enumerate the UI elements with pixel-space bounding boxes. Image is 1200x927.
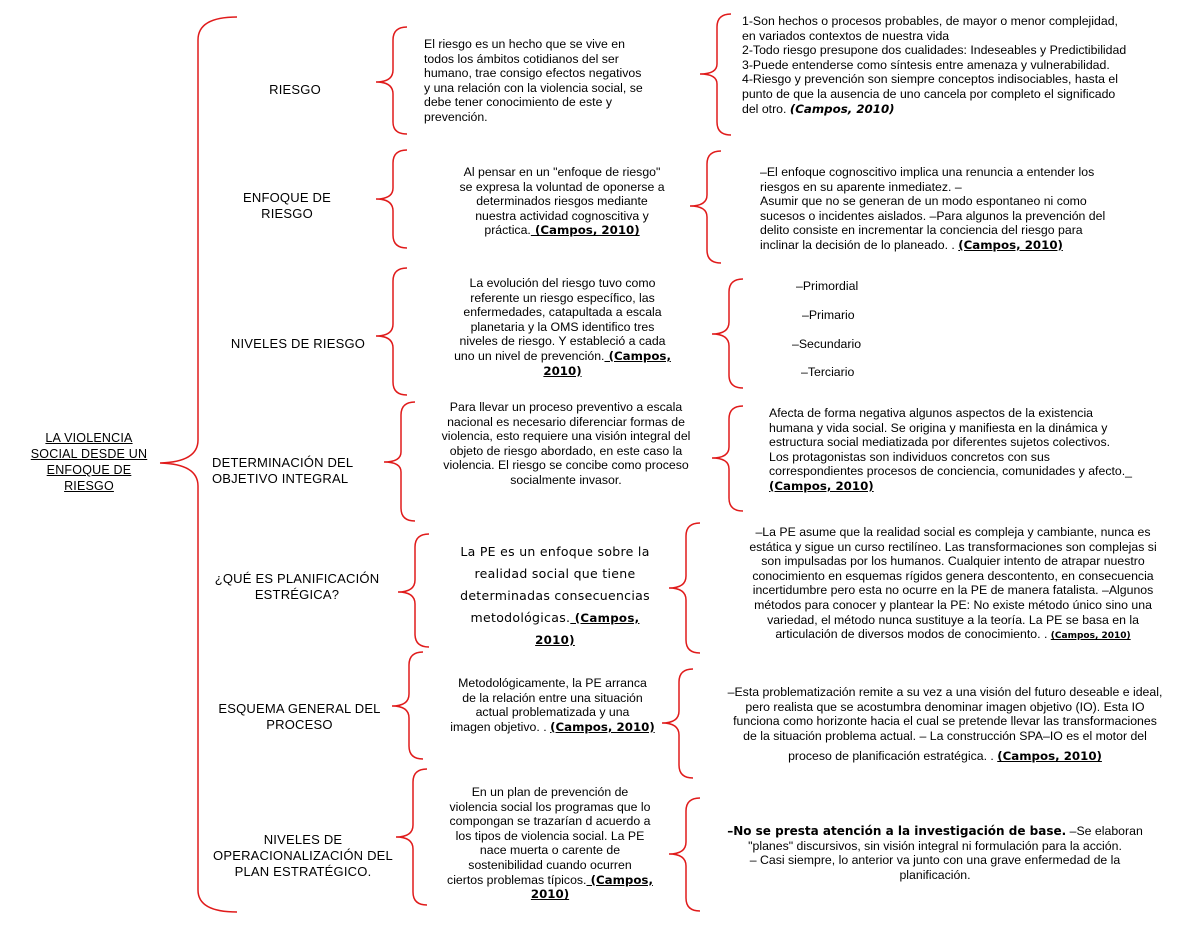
esquema-definition-citation: (Campos, 2010): [550, 719, 655, 734]
niveles-definition-text: La evolución del riesgo tuvo como referente un riesgo específico, las enfermedades, catapultada a escala planetaria y la OMS identifico tres niveles de riesgo. Y estableció a cada uno un nivel de prevención.: [454, 276, 666, 363]
enfoque-detail-bracket: [690, 151, 721, 263]
niveles-level-0: –Primordial: [796, 279, 859, 293]
enfoque-title: ENFOQUE DE RIESGO: [243, 190, 331, 221]
operacionalizacion-definition: [430, 785, 670, 902]
riesgo-detail-bracket: [700, 14, 731, 135]
niveles-title: NIVELES DE RIESGO: [230, 336, 366, 351]
objetivo-title: DETERMINACIÓN DEL OBJETIVO INTEGRAL: [212, 455, 354, 486]
esquema-bracket: [392, 652, 423, 759]
operacionalizacion-detail-bold: –No se presta atención a la investigación de base.: [727, 824, 1067, 838]
enfoque-definition: [437, 165, 687, 238]
niveles-definition: [435, 276, 690, 378]
operacionalizacion-bracket: [396, 769, 427, 905]
operacionalizacion-detail-text: –Se elaboran "planes" discursivos, sin visión integral ni formulación para la acción. – Casi siempre, lo anterior va junto con una grave enfermedad de la planificación.: [748, 824, 1143, 882]
riesgo-detail-citation: (Campos, 2010): [789, 101, 895, 116]
riesgo-title: RIESGO: [269, 82, 321, 97]
objetivo-detail-text: Afecta de forma negativa algunos aspectos de la existencia humana y vida social. Se origina y manifiesta en la dinámica y estructura social mediatizada por diferentes sujetos colectivos. Los protagonistas son individuos concretos con sus correspondientes procesos de conciencia, comunidades y afecto._: [769, 406, 1132, 479]
planificacion-definition: [435, 541, 675, 651]
niveles-bracket: [376, 268, 407, 395]
esquema-detail: [695, 685, 1195, 769]
riesgo-detail: [742, 14, 1162, 116]
planificacion-detail-text: –La PE asume que la realidad social es compleja y cambiante, nunca es estática y sigue un curso rectilíneo. Las transformaciones son complejas si son impulsadas por los humanos. Cualquier intento de atrapar nuestro conocimiento en esquemas rígidos genera descontento, en consecuencia incertidumbre pero esta no ocurre en la PE de manera fatalista. –Algunos métodos para conocer y plantear la PE: No existe método único sino una variedad, el método nunca sustituye a la teoría. La PE se basa en la articulación de diversos modos de conocimiento. .: [749, 525, 1157, 642]
objetivo-detail-bracket: [712, 406, 743, 511]
planificacion-title: ¿QUÉ ES PLANIFICACIÓN ESTRÉGICA?: [214, 571, 380, 602]
planificacion-definition-text: La PE es un enfoque sobre la realidad social que tiene determinadas consecuencias metodológicas.: [460, 544, 650, 625]
niveles-level-2: –Secundario: [792, 337, 862, 351]
esquema-detail-last-line: proceso de planificación estratégica. .: [788, 749, 998, 764]
planificacion-detail-citation: (Campos, 2010): [1050, 631, 1131, 642]
esquema-detail-text: –Esta problematización remite a su vez a una visión del futuro deseable e ideal, pero realista que se acostumbra denominar imagen objetivo (IO). Esta IO funciona como horizonte hacia el cual se pretende llevar las transformaciones de la situación problema actual. – La construcción SPA–IO es el motor del: [727, 685, 1163, 743]
riesgo-definition: El riesgo es un hecho que se vive en todos los ámbitos cotidianos del ser humano, trae consigo efectos negativos y una relación con la violencia social, se debe tener conocimiento de este y prevención.: [424, 37, 643, 124]
esquema-title: ESQUEMA GENERAL DEL PROCESO: [218, 701, 381, 732]
enfoque-detail-citation: (Campos, 2010): [958, 237, 1063, 252]
operacionalizacion-title: NIVELES DE OPERACIONALIZACIÓN DEL PLAN ESTRATÉGICO.: [213, 832, 393, 879]
enfoque-detail-text: –El enfoque cognoscitivo implica una renuncia a entender los riesgos en su aparente inmediatez. – Asumir que no se generan de un modo espontaneo ni como sucesos o incidentes aislados. –Para algunos la prevención del delito consiste en incrementar la conciencia del riesgo para inclinar la decisión de lo planeado. .: [760, 165, 1106, 252]
objetivo-detail-citation: (Campos, 2010): [769, 478, 874, 493]
riesgo-bracket: [376, 27, 407, 134]
objetivo-definition: Para llevar un proceso preventivo a escala nacional es necesario diferenciar formas de violencia, esto requiere una visión integral del objeto de riesgo abordado, en este caso la violencia. El riesgo se concibe como proceso socialmente invasor.: [441, 400, 691, 487]
enfoque-detail: [760, 165, 1170, 253]
enfoque-definition-citation: (Campos, 2010): [530, 223, 640, 238]
esquema-definition-text: Metodológicamente, la PE arranca de la relación entre una situación actual problematizada y una imagen objetivo. .: [450, 676, 647, 734]
planificacion-detail: [718, 525, 1188, 644]
enfoque-definition-text: Al pensar en un "enfoque de riesgo" se expresa la voluntad de oponerse a determinados riesgos mediante nuestra actividad cognoscitiva y práctica.: [459, 165, 665, 238]
niveles-level-1: –Primario: [802, 308, 855, 322]
riesgo-detail-text: 1-Son hechos o procesos probables, de mayor o menor complejidad, en variados contextos de nuestra vida 2-Todo riesgo presupone dos cualidades: Indeseables y Predictibilidad 3-Puede entenderse como síntesis entre amenaza y vulnerabilidad. 4-Riesgo y prevención son siempre conceptos indisociables, hasta el punto de que la ausencia de uno cancela por completo el significado del otro.: [742, 14, 1127, 116]
esquema-definition: [425, 676, 680, 734]
niveles-detail-bracket: [712, 279, 743, 388]
operacionalizacion-definition-citation: (Campos, 2010): [530, 872, 653, 902]
planificacion-definition-citation: (Campos, 2010): [535, 611, 640, 647]
niveles-definition-citation: (Campos, 2010): [543, 348, 671, 378]
operacionalizacion-detail-bracket: [669, 798, 700, 911]
esquema-detail-citation: (Campos, 2010): [997, 749, 1102, 764]
niveles-level-3: –Terciario: [801, 365, 855, 379]
operacionalizacion-detail: [710, 824, 1160, 882]
root-title: LA VIOLENCIA SOCIAL DESDE UN ENFOQUE DE RIESGO: [30, 431, 148, 493]
planificacion-bracket: [398, 534, 429, 647]
enfoque-bracket: [376, 150, 407, 248]
operacionalizacion-definition-text: En un plan de prevención de violencia social los programas que lo compongan se trazarían d acuerdo a los tipos de violencia social. La PE nace muerta o carente de sostenibilidad cuando ocurren ciertos problemas típicos.: [447, 785, 651, 887]
objetivo-detail: [769, 406, 1179, 494]
